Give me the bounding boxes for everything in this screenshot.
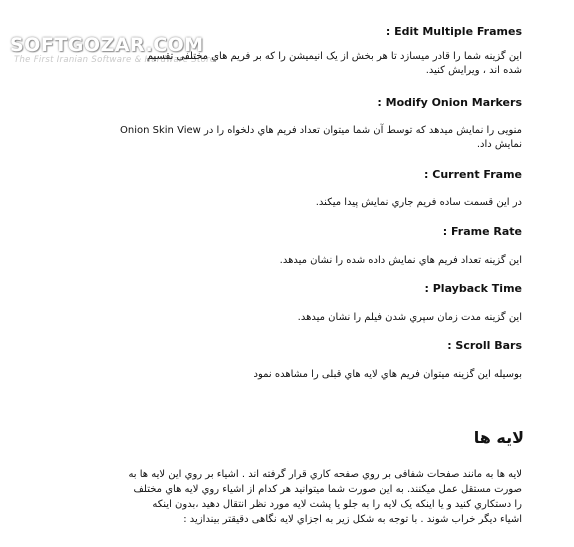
section-text-line: نمایش داد.	[476, 139, 522, 150]
layers-title: لایه ها	[473, 428, 524, 447]
section-heading-scroll-bars: Scroll Bars :	[447, 339, 522, 352]
watermark-tagline: The First Iranian Software & Hardware Store	[14, 55, 216, 65]
section-heading-edit-multiple-frames: Edit Multiple Frames :	[385, 25, 522, 38]
section-text-line: بوسیله این گزینه میتوان فریم هاي لایه هاي قبلی را مشاهده نمود	[253, 369, 522, 380]
section-text-line: این گزینه تعداد فریم هاي نمایش داده شده را نشان میدهد.	[279, 255, 522, 266]
section-text-line: منویی را نمایش میدهد که توسط آن شما میتوان تعداد فریم هاي دلخواه را در Onion Skin View	[120, 125, 522, 136]
section-heading-playback-time: Playback Time :	[424, 282, 522, 295]
section-text-line: این گزینه شما را قادر میسازد تا هر بخش از یک انیمیشن را که بر فریم هاي مختلفی تقسیم	[146, 51, 522, 62]
section-heading-frame-rate: Frame Rate :	[442, 225, 522, 238]
layers-text-line: صورت مستقل عمل میکنند. به این صورت شما میتوانید هر کدام از اشیاء روي لایه هاي مختلف	[133, 484, 522, 495]
section-heading-current-frame: Current Frame :	[424, 168, 522, 181]
layers-text-line: را دستکاري کنید و یا اینکه یک لایه را به جلو یا پشت لایه مورد نظر انتقال دهید ،بدون اینکه	[152, 499, 522, 510]
section-text-line: در این قسمت ساده فریم جاري نمایش پیدا میکند.	[315, 197, 522, 208]
layers-text-line: لایه ها به مانند صفحات شفافی بر روي صفحه کاري قرار گرفته اند . اشیاء بر روي این لایه ها به	[128, 469, 522, 480]
layers-text-line: اشیاء دیگر خراب شوند . با توجه به شکل زیر به اجزاي لایه نگاهی دقیقتر بیندازید :	[183, 514, 522, 525]
section-text-line: شده اند ، ویرایش کنید.	[425, 65, 522, 76]
section-heading-modify-onion-markers: Modify Onion Markers :	[377, 96, 522, 109]
section-text-line: این گزینه مدت زمان سپري شدن فیلم را نشان میدهد.	[297, 312, 522, 323]
watermark-logo: SOFTGOZAR.COM	[10, 34, 204, 56]
